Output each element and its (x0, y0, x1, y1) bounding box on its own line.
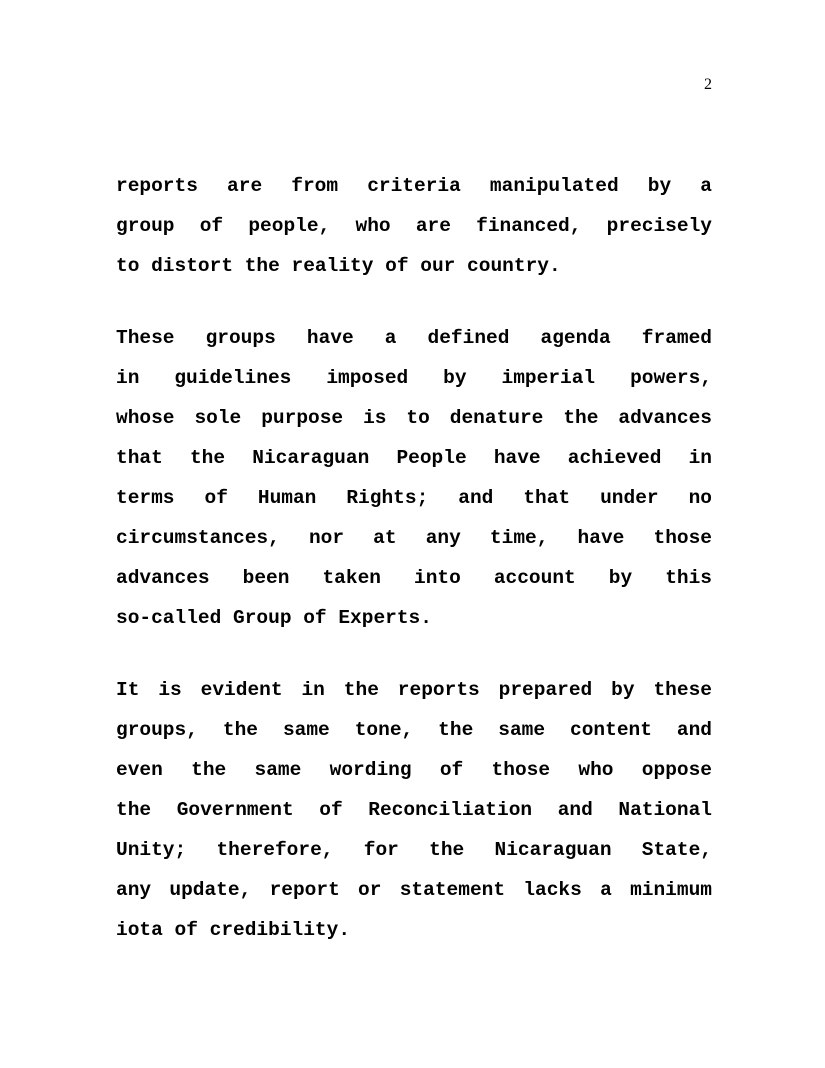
paragraph-1 (116, 166, 712, 286)
paragraph-line: reports are from criteria manipulated by a (116, 175, 712, 197)
paragraph-line: iota of credibility. (116, 919, 351, 941)
paragraph-line: even the same wording of those who oppose (116, 759, 712, 781)
paragraph-line: Unity; therefore, for the Nicaraguan State, (116, 839, 712, 861)
paragraph-line: circumstances, nor at any time, have those (116, 527, 712, 549)
paragraph-line: It is evident in the reports prepared by these (116, 679, 712, 701)
paragraph-3 (116, 670, 712, 950)
paragraph-line: group of people, who are financed, precisely (116, 215, 712, 237)
paragraph-line: the Government of Reconciliation and National (116, 799, 712, 821)
paragraph-line: whose sole purpose is to denature the advances (116, 407, 712, 429)
paragraph-line: These groups have a defined agenda framed (116, 327, 712, 349)
paragraph-line: to distort the reality of our country. (116, 255, 561, 277)
page-number: 2 (704, 76, 712, 93)
body-text (116, 166, 712, 982)
paragraph-line: so-called Group of Experts. (116, 607, 432, 629)
paragraph-line: any update, report or statement lacks a minimum (116, 879, 712, 901)
paragraph-line: terms of Human Rights; and that under no (116, 487, 712, 509)
paragraph-2 (116, 318, 712, 638)
paragraph-line: groups, the same tone, the same content and (116, 719, 712, 741)
paragraph-line: that the Nicaraguan People have achieved in (116, 447, 712, 469)
paragraph-line: advances been taken into account by this (116, 567, 712, 589)
paragraph-line: in guidelines imposed by imperial powers, (116, 367, 712, 389)
